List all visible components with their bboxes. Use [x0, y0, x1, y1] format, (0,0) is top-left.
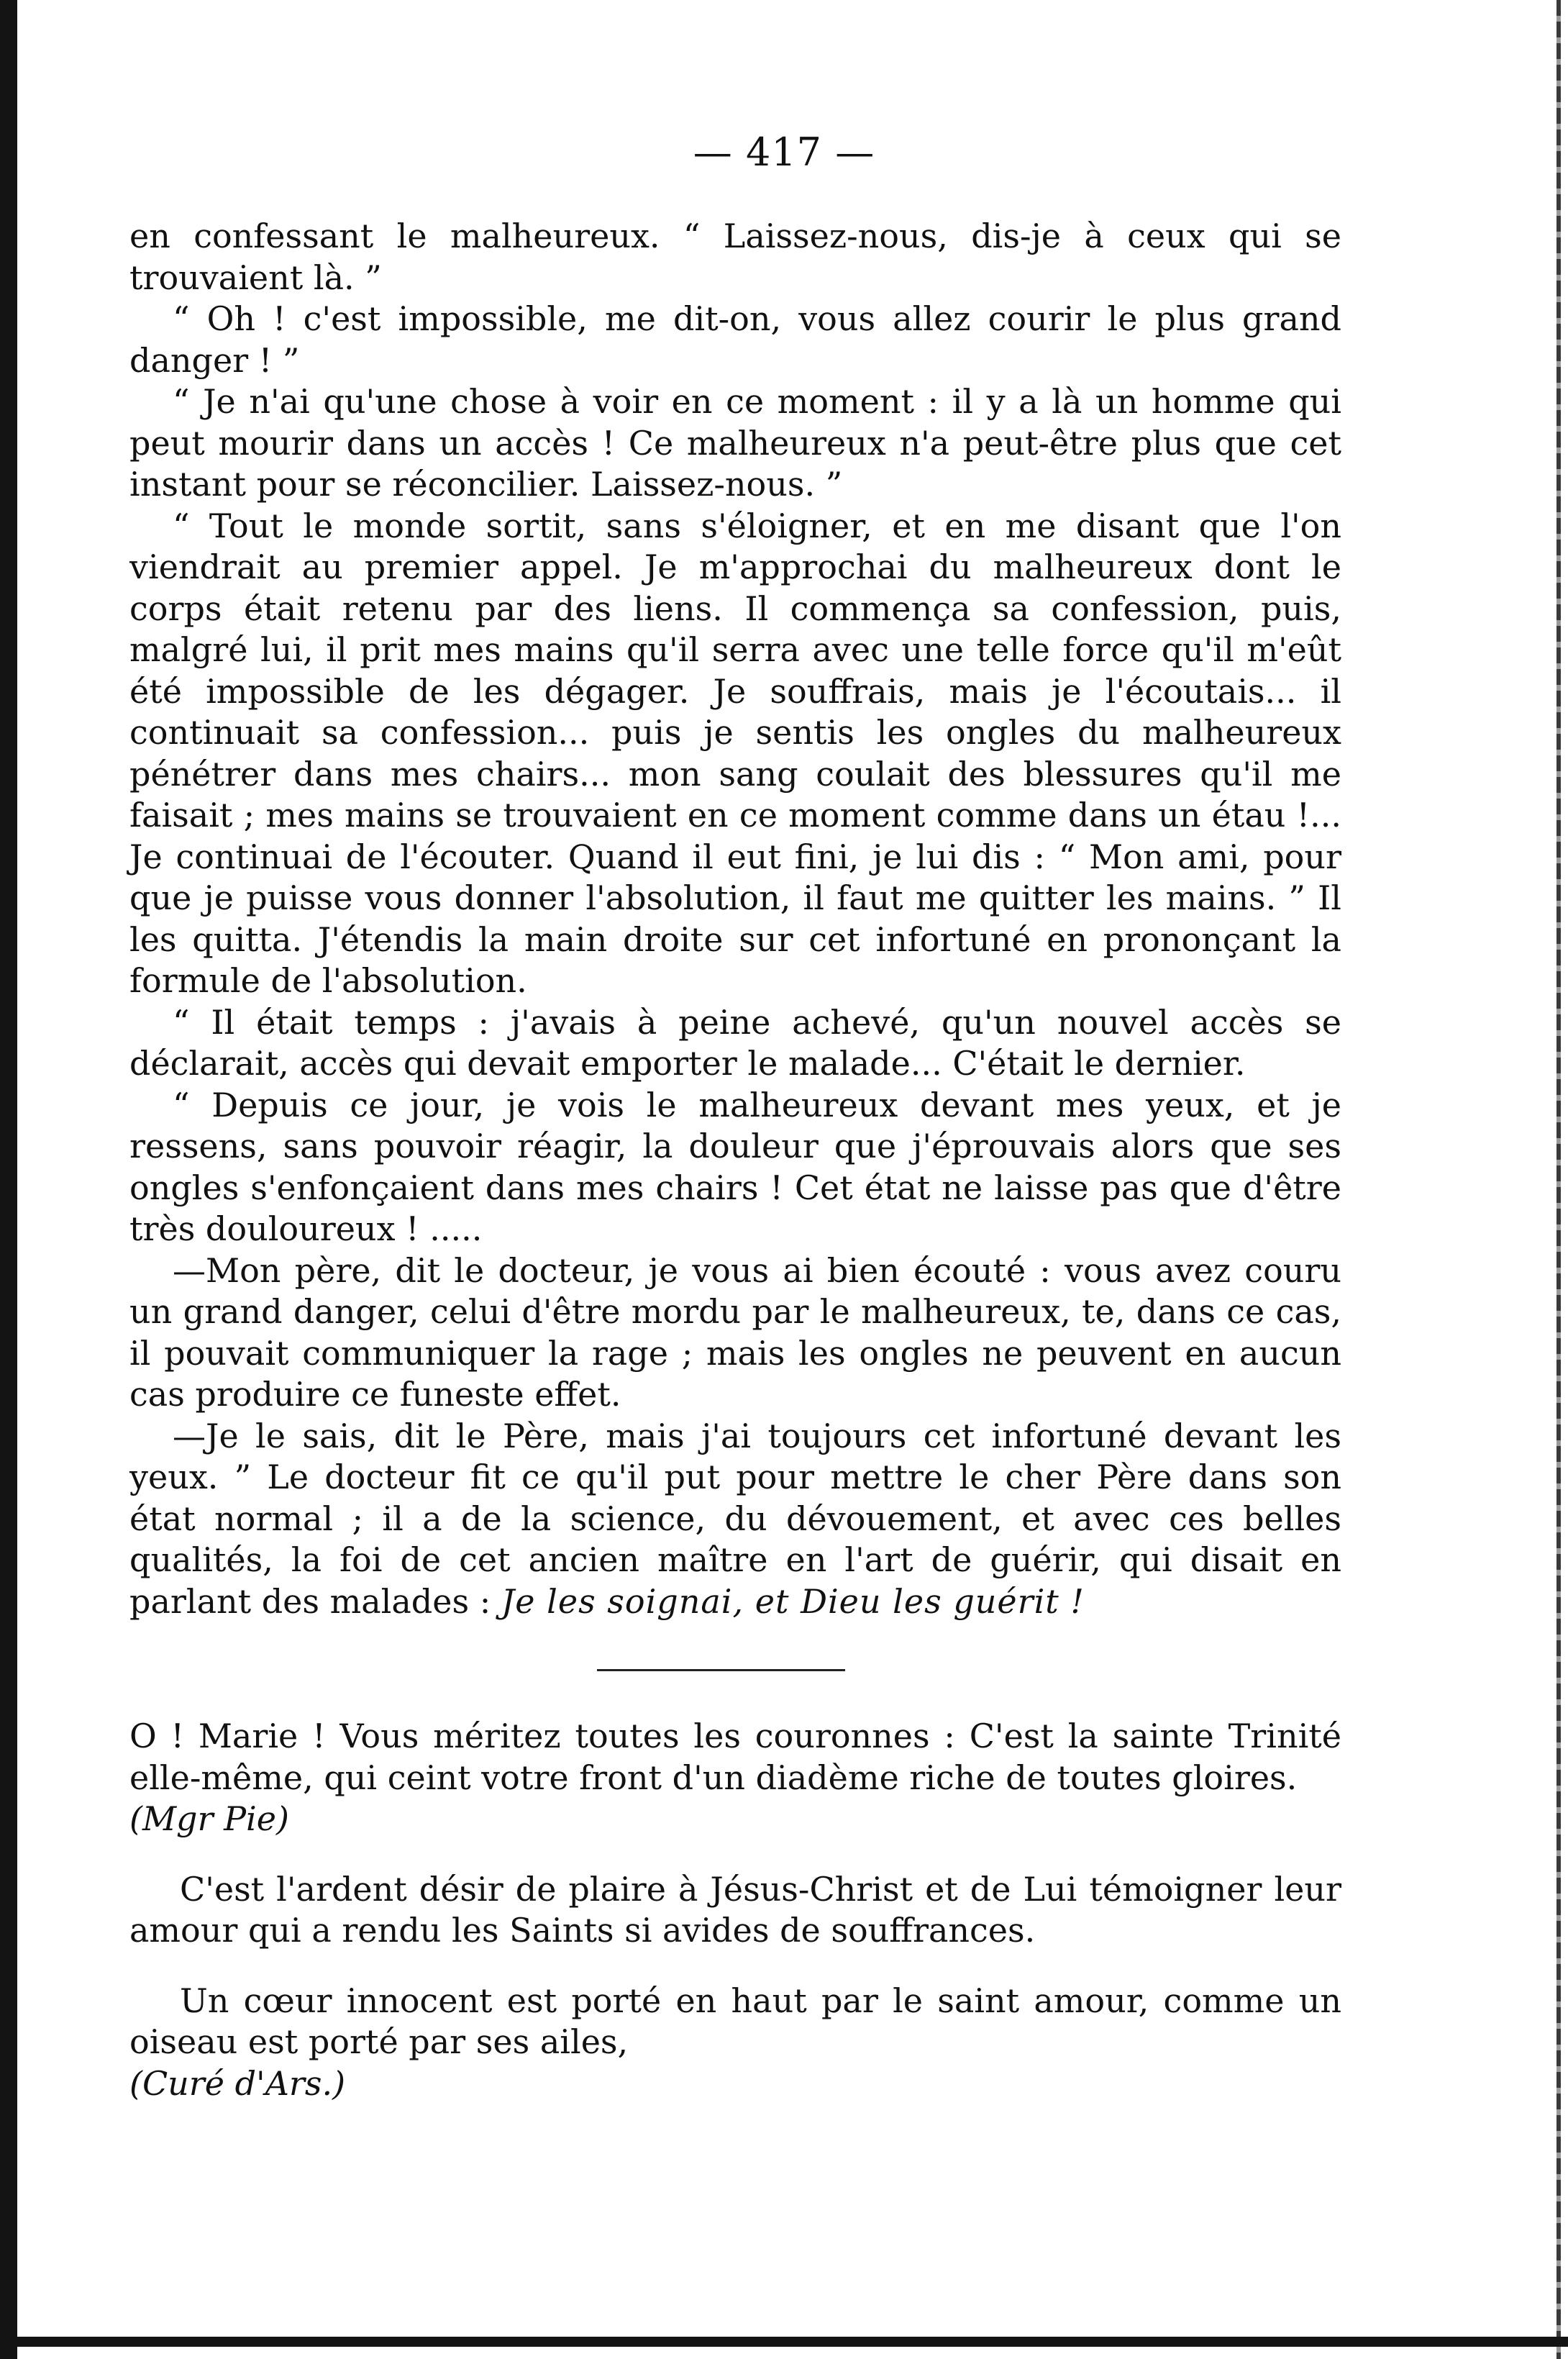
quote-1-text: O ! Marie ! Vous méritez toutes les couronnes : C'est la sainte Trinité elle-même, qui ceint votre front d'un diadème riche de toutes gloires. — [129, 1717, 1341, 1797]
quote-2-text: C'est l'ardent désir de plaire à Jésus-Christ et de Lui témoigner leur amour qui a rendu les Saints si avides de souffrances. — [129, 1869, 1341, 1950]
left-scan-border — [0, 0, 17, 2359]
paragraph-7: —Mon père, dit le docteur, je vous ai bien écouté : vous avez couru un grand danger, celui d'être mordu par le malheureux, te, dans ce cas, il pouvait communiquer la rage ; mais les ongles ne peuvent en aucun cas produire ce funeste effet. — [129, 1250, 1341, 1414]
section-divider — [597, 1669, 845, 1671]
main-text — [129, 216, 1341, 1622]
paragraph-1: en confessant le malheureux. “ Laissez-nous, dis-je à ceux qui se trouvaient là. ” — [129, 217, 1341, 297]
paragraph-8: —Je le sais, dit le Père, mais j'ai toujours cet infortuné devant les yeux. ” Le docteur fit ce qu'il put pour mettre le cher Père dans son état normal ; il a de la science, du dévouement, et avec ces belles qualités, la foi de cet ancien maître en l'art de guérir, qui disait en parlant des malades : — [129, 1416, 1341, 1621]
right-scan-border — [1556, 0, 1561, 2359]
paragraph-6: “ Depuis ce jour, je vois le malheureux devant mes yeux, et je ressens, sans pouvoir réagir, la douleur que j'éprouvais alors que ses ongles s'enfonçaient dans mes chairs ! Cet état ne laisse pas que d'être très douloureux ! ..... — [129, 1085, 1341, 1248]
paragraph-3: “ Je n'ai qu'une chose à voir en ce moment : il y a là un homme qui peut mourir dans un accès ! Ce malheureux n'a peut-être plus que cet instant pour se réconcilier. Laissez-nous. ” — [129, 382, 1341, 504]
paragraph-5: “ Il était temps : j'avais à peine achevé, qu'un nouvel accès se déclarait, accès qui devait emporter le malade... C'était le dernier. — [129, 1002, 1341, 1083]
bottom-scan-border — [0, 2337, 1568, 2347]
quote-3-text: Un cœur innocent est porté en haut par le saint amour, comme un oiseau est porté par ses ailes, — [129, 1981, 1341, 2061]
quotes-section — [129, 1716, 1341, 2104]
paragraph-4: “ Tout le monde sortit, sans s'éloigner, et en me disant que l'on viendrait au premier appel. Je m'approchai du malheureux dont le corps était retenu par des liens. Il commença sa confession, puis, malgré lui, il prit mes mains qu'il serra avec une telle force qu'il m'eût été impossible de les dégager. Je souffrais, mais je l'écoutais... il continuait sa confession... puis je sentis les ongles du malheureux pénétrer dans mes chairs... mon sang coulait des blessures qu'il me faisait ; mes mains se trouvaient en ce moment comme dans un étau !... Je continuai de l'écouter. Quand il eut fini, je lui dis : “ Mon ami, pour que je puisse vous donner l'absolution, il faut me quitter les mains. ” Il les quitta. J'étendis la main droite sur cet infortuné en prononçant la formule de l'absolution. — [129, 506, 1341, 1000]
quote-1-attribution: (Mgr Pie) — [129, 1799, 289, 1838]
quote-3-attribution: (Curé d'Ars.) — [129, 2063, 346, 2103]
paragraph-8-container — [129, 1416, 1341, 1623]
closing-italic-quote: Je les soignai, et Dieu les guérit ! — [501, 1581, 1085, 1621]
page-number: — 417 — — [693, 129, 875, 175]
paragraph-2: “ Oh ! c'est impossible, me dit-on, vous allez courir le plus grand danger ! ” — [129, 299, 1341, 380]
